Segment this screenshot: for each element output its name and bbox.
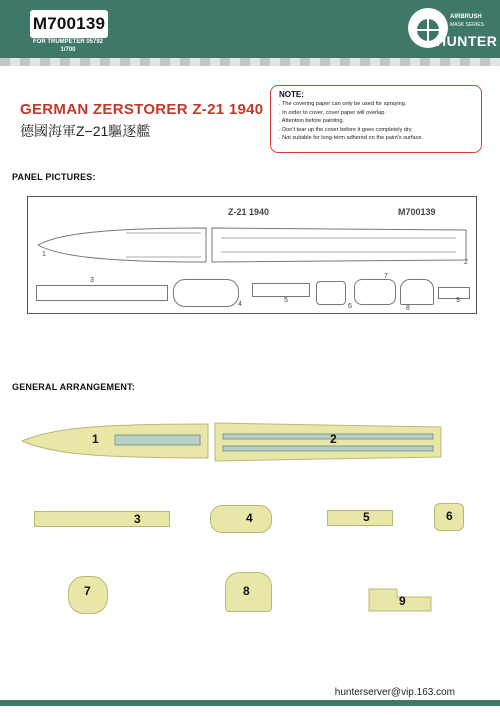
part-label-1: 1 [92,432,99,446]
mask-part-3 [34,511,170,527]
panel-part-5-outline [252,283,310,297]
panel-num-2: 2 [464,259,468,266]
panel-label-right: M700139 [398,207,436,217]
part-label-6: 6 [446,509,453,523]
note-title: NOTE: [279,90,304,99]
note-line: . Attention before painting. [279,118,344,124]
note-line: . Don't tear up the cover before it goes completely dry. [279,126,413,133]
panel-part-6-outline [316,281,346,305]
header-stripe [0,58,500,66]
panel-num-8: 8 [406,305,410,312]
part-label-4: 4 [246,511,253,525]
mask-part-4 [210,505,272,533]
scale-line: 1/700 [60,47,76,53]
panel-part-3-outline [36,285,168,301]
part-label-3: 3 [134,512,141,526]
product-code: M700139 [32,14,106,33]
panel-num-5: 5 [284,297,288,304]
mask-part-1 [20,421,210,461]
part-label-5: 5 [363,510,370,524]
panel-num-3: 3 [90,277,94,284]
footer-bar [0,700,500,706]
for-trumpeter-line: FOR TRUMPETER 05792 [32,39,104,45]
product-code-box [30,10,108,38]
note-line: . Not suitable for long-term adhered on the paint's surface. [279,135,424,141]
panel-part-8-outline [400,279,434,305]
hunter-logo [408,6,498,56]
note-line: . The covering paper can only be used for spraying. [279,101,407,107]
panel-pictures-frame [27,196,477,314]
panel-num-7: 7 [384,273,388,280]
panel-part-7-outline [354,279,396,305]
page-title-chinese: 德國海軍Z−21驅逐艦 [20,123,151,139]
mask-part-5 [327,510,393,526]
note-box [270,85,482,153]
note-line: . In order to cover, cover paper will overlap. [279,109,386,116]
page-title: GERMAN ZERSTORER Z-21 1940 [20,101,264,118]
panel-num-9: 9 [456,297,460,304]
logo-airbrush: AIRBRUSH [450,14,482,20]
general-arrangement-heading: GENERAL ARRANGEMENT: [12,382,136,392]
panel-num-1: 1 [42,251,46,258]
mask-part-2 [213,421,443,463]
panel-part-9-outline [438,287,470,299]
part-label-9: 9 [399,594,406,608]
panel-pictures-heading: PANEL PICTURES: [12,172,96,182]
panel-label-left: Z-21 1940 [228,207,270,217]
panel-num-6: 6 [348,303,352,310]
part-label-8: 8 [243,584,250,598]
part-label-7: 7 [84,584,91,598]
panel-part-4-outline [173,279,239,307]
part-label-2: 2 [330,432,337,446]
logo-mask-series: MASK SERIES [450,22,484,28]
header-bar [0,0,500,58]
logo-brand: HUNTER [436,33,498,49]
contact-email: hunterserver@vip.163.com [334,687,455,698]
panel-num-4: 4 [238,301,242,308]
hull-outline [36,223,468,267]
